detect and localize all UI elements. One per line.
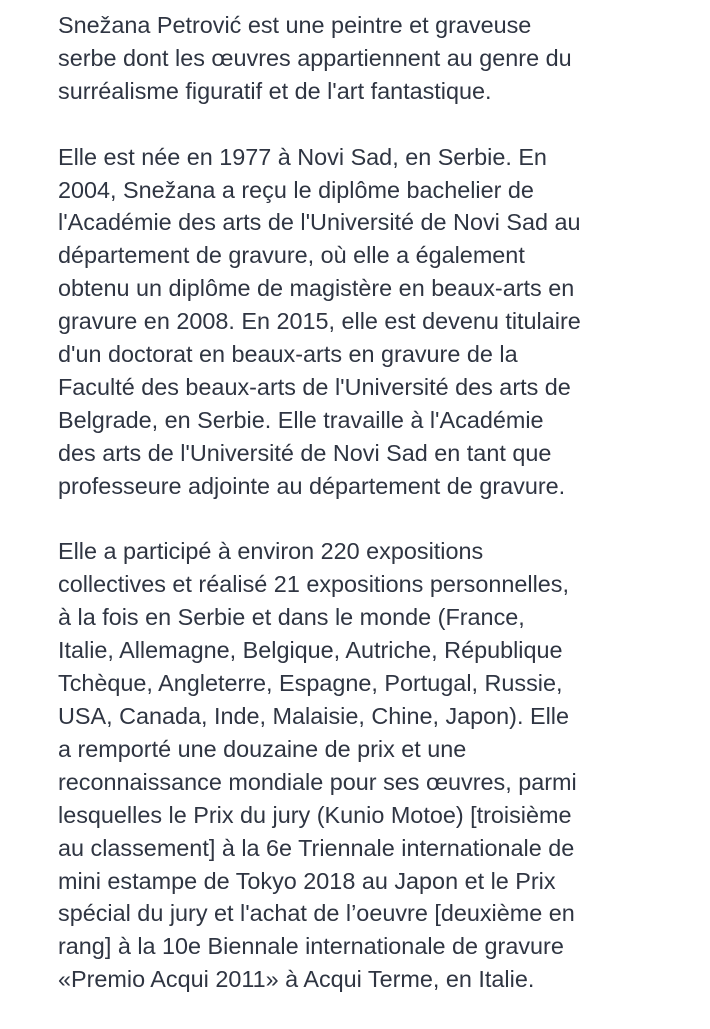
text-line: obtenu un diplôme de magistère en beaux-arts en [58,275,575,302]
text-line: Tchèque, Angleterre, Espagne, Portugal, Russie, [58,670,563,697]
text-line: Elle est née en 1977 à Novi Sad, en Serbie. En [58,143,547,170]
text-line: collectives et réalisé 21 expositions personnelles, [58,571,569,598]
text-line: l'Académie des arts de l'Université de Novi Sad au [58,209,581,236]
text-line: Italie, Allemagne, Belgique, Autriche, République [58,637,563,664]
text-line: «Premio Acqui 2011» à Acqui Terme, en Italie. [58,966,535,993]
paragraph-exhibitions [58,535,698,996]
text-line: d'un doctorat en beaux-arts en gravure de la [58,341,518,368]
text-line: reconnaissance mondiale pour ses œuvres, parmi [58,768,577,795]
text-line: rang] à la 10e Biennale internationale de gravure [58,933,564,960]
text-line: professeure adjointe au département de gravure. [58,472,566,499]
text-line: au classement] à la 6e Triennale internationale de [58,834,575,861]
text-line: Belgrade, en Serbie. Elle travaille à l'Académie [58,406,544,433]
text-line: mini estampe de Tokyo 2018 au Japon et le Prix [58,867,556,894]
text-line: département de gravure, où elle a également [58,242,525,269]
text-line: Faculté des beaux-arts de l'Université des arts de [58,373,571,400]
text-line: à la fois en Serbie et dans le monde (France, [58,604,525,631]
text-line: Snežana Petrović est une peintre et graveuse [58,12,532,38]
text-line: gravure en 2008. En 2015, elle est devenu titulaire [58,308,581,335]
text-line: Elle a participé à environ 220 expositions [58,538,484,565]
article-body [58,9,698,1029]
text-line: spécial du jury et l'achat de l’oeuvre [deuxième en [58,900,575,927]
text-line: surréalisme figuratif et de l'art fantastique. [58,77,492,104]
text-line: USA, Canada, Inde, Malaisie, Chine, Japon). Elle [58,703,569,729]
text-line: des arts de l'Université de Novi Sad en tant que [58,439,552,466]
paragraph-intro [58,9,698,108]
text-line: serbe dont les œuvres appartiennent au genre du [58,44,572,71]
text-line: a remporté une douzaine de prix et une [58,735,467,762]
text-line: lesquelles le Prix du jury (Kunio Motoe) [troisième [58,801,572,828]
text-line: 2004, Snežana a reçu le diplôme bachelier de [58,176,534,203]
paragraph-education [58,141,698,503]
